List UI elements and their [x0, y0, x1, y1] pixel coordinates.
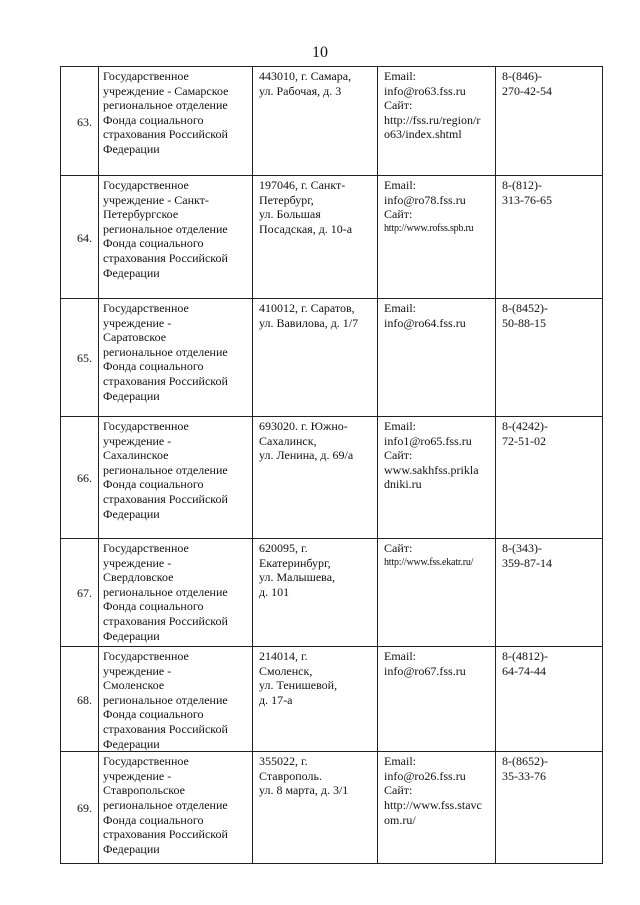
phone-line: 313-76-65 [502, 192, 552, 207]
institution-name [99, 752, 253, 864]
institution-name-line: Фонда социального [103, 812, 204, 827]
institution-name-line: страхования Российской [103, 491, 228, 506]
contact-line: Email: [384, 754, 416, 769]
table-row [61, 176, 603, 299]
phone-number [496, 647, 603, 752]
contact-info [378, 539, 496, 647]
phone-line: 270-42-54 [502, 83, 552, 98]
institution-name-line: страхования Российской [103, 127, 228, 142]
address-line: 620095, г. [259, 541, 308, 555]
contact-info [378, 752, 496, 864]
institution-name-line: Фонда социального [103, 707, 204, 722]
row-number [61, 417, 99, 539]
contact-line: Email: [384, 69, 416, 83]
contact-line: Email: [384, 649, 416, 663]
institution-name-line: Государственное [103, 649, 189, 663]
contact-info [378, 67, 496, 176]
institution-name-line: учреждение - Самарское [103, 83, 229, 98]
postal-address [253, 176, 378, 299]
address-line: 197046, г. Санкт- [259, 178, 346, 192]
institution-name-line: Ставропольское [103, 783, 185, 798]
table-row [61, 752, 603, 864]
row-number-text: 68. [77, 692, 92, 707]
address-line: ул. Вавилова, д. 1/7 [259, 315, 359, 330]
institution-name-line: Федерации [103, 841, 160, 856]
address-line: ул. Тенишевой, [259, 678, 338, 693]
contact-line: Сайт: [384, 541, 413, 555]
institution-name [99, 67, 253, 176]
contact-line: info@ro64.fss.ru [384, 315, 466, 330]
phone-line: 8-(8652)- [502, 754, 548, 769]
institution-name-line: Фонда социального [103, 477, 204, 492]
row-number [61, 647, 99, 752]
institution-name-line: Фонда социального [103, 599, 204, 614]
contact-line: Email: [384, 301, 416, 315]
contact-info [378, 417, 496, 539]
branch-office-table [60, 66, 603, 864]
contact-line: Email: [384, 178, 416, 192]
phone-line: 8-(343)- [502, 541, 542, 555]
institution-name-line: региональное отделение [103, 692, 228, 707]
contact-line: Сайт: [384, 783, 413, 798]
institution-name-line: Государственное [103, 301, 189, 315]
address-line: Посадская, д. 10-а [259, 221, 353, 236]
postal-address [253, 67, 378, 176]
table-row [61, 539, 603, 647]
address-line: Ставрополь. [259, 768, 322, 783]
contact-line: Сайт: [384, 207, 413, 222]
postal-address [253, 647, 378, 752]
address-line: д. 17-а [259, 692, 293, 707]
address-line: ул. Малышева, [259, 570, 336, 585]
contact-line: Сайт: [384, 98, 413, 113]
contact-line: om.ru/ [384, 812, 416, 827]
row-number-text: 66. [77, 471, 92, 486]
contact-line: dniki.ru [384, 477, 422, 492]
institution-name-line: учреждение - [103, 768, 172, 783]
institution-name-line: страхования Российской [103, 827, 228, 842]
institution-name-line: Смоленское [103, 678, 165, 693]
page-number: 10 [312, 44, 328, 61]
row-number [61, 176, 99, 299]
institution-name-line: Федерации [103, 388, 160, 403]
institution-name-line: Федерации [103, 736, 160, 751]
institution-name-line: страхования Российской [103, 721, 228, 736]
institution-name-line: Федерации [103, 506, 160, 521]
institution-name-line: Государственное [103, 754, 189, 769]
contact-line: o63/index.shtml [384, 127, 462, 142]
institution-name-line: учреждение - [103, 555, 172, 570]
address-line: 443010, г. Самара, [259, 69, 352, 83]
table-row [61, 67, 603, 176]
contact-line: info@ro63.fss.ru [384, 83, 466, 98]
phone-line: 8-(4812)- [502, 649, 548, 663]
contact-info [378, 176, 496, 299]
address-line: ул. 8 марта, д. 3/1 [259, 783, 349, 798]
institution-name-line: Государственное [103, 419, 189, 433]
row-number-text: 63. [77, 114, 92, 129]
institution-name-line: учреждение - [103, 663, 172, 678]
institution-name-line: Федерации [103, 628, 160, 643]
address-line: 693020. г. Южно- [259, 419, 348, 433]
contact-line: Email: [384, 419, 416, 433]
phone-number [496, 752, 603, 864]
institution-name-line: учреждение - [103, 433, 172, 448]
address-line: 214014, г. [259, 649, 308, 663]
contact-line: info1@ro65.fss.ru [384, 433, 472, 448]
institution-name-line: региональное отделение [103, 98, 228, 113]
contact-line: http://www.fss.ekatr.ru/ [384, 556, 474, 568]
postal-address [253, 539, 378, 647]
phone-line: 359-87-14 [502, 555, 552, 570]
contact-line: info@ro78.fss.ru [384, 192, 466, 207]
row-number-text: 65. [77, 351, 92, 366]
contact-line: http://www.fss.stavc [384, 797, 482, 812]
phone-line: 8-(8452)- [502, 301, 548, 315]
address-line: Сахалинск, [259, 433, 317, 448]
institution-name-line: региональное отделение [103, 797, 228, 812]
address-line: ул. Ленина, д. 69/а [259, 448, 354, 463]
institution-name [99, 539, 253, 647]
contact-info [378, 299, 496, 417]
institution-name-line: Государственное [103, 541, 189, 555]
address-line: Смоленск, [259, 663, 313, 678]
row-number [61, 67, 99, 176]
contact-line: www.sakhfss.prikla [384, 462, 479, 477]
postal-address [253, 417, 378, 539]
phone-number [496, 299, 603, 417]
institution-name-line: Фонда социального [103, 359, 204, 374]
institution-name-line: региональное отделение [103, 344, 228, 359]
phone-line: 8-(812)- [502, 178, 542, 192]
institution-name-line: Сахалинское [103, 448, 169, 463]
institution-name-line: Федерации [103, 265, 160, 280]
postal-address [253, 752, 378, 864]
contact-line: info@ro67.fss.ru [384, 663, 466, 678]
row-number [61, 752, 99, 864]
address-line: Екатеринбург, [259, 555, 331, 570]
phone-number [496, 539, 603, 647]
institution-name-line: региональное отделение [103, 462, 228, 477]
contact-line: http://www.rofss.spb.ru [384, 222, 474, 234]
address-line: Петербург, [259, 192, 314, 207]
institution-name-line: Государственное [103, 178, 189, 192]
institution-name-line: Фонда социального [103, 112, 204, 127]
table-row [61, 647, 603, 752]
phone-number [496, 176, 603, 299]
table-row [61, 299, 603, 417]
address-line: ул. Большая [259, 207, 321, 222]
phone-line: 64-74-44 [502, 663, 546, 678]
table-row [61, 417, 603, 539]
institution-name-line: учреждение - Санкт- [103, 192, 209, 207]
phone-line: 35-33-76 [502, 768, 546, 783]
row-number-text: 64. [77, 230, 92, 245]
row-number [61, 539, 99, 647]
phone-number [496, 417, 603, 539]
institution-name-line: Фонда социального [103, 236, 204, 251]
institution-name-line: Саратовское [103, 330, 167, 345]
postal-address [253, 299, 378, 417]
institution-name-line: Свердловское [103, 570, 174, 585]
institution-name [99, 299, 253, 417]
phone-line: 8-(846)- [502, 69, 542, 83]
institution-name [99, 176, 253, 299]
row-number [61, 299, 99, 417]
institution-name [99, 417, 253, 539]
contact-line: http://fss.ru/region/r [384, 112, 481, 127]
phone-line: 72-51-02 [502, 433, 546, 448]
contact-line: info@ro26.fss.ru [384, 768, 466, 783]
row-number-text: 67. [77, 586, 92, 601]
institution-name-line: страхования Российской [103, 373, 228, 388]
row-number-text: 69. [77, 801, 92, 816]
institution-name-line: Государственное [103, 69, 189, 83]
institution-name-line: региональное отделение [103, 584, 228, 599]
phone-line: 50-88-15 [502, 315, 546, 330]
address-line: ул. Рабочая, д. 3 [259, 83, 342, 98]
institution-name-line: страхования Российской [103, 250, 228, 265]
contact-info [378, 647, 496, 752]
institution-name-line: Петербургское [103, 207, 179, 222]
phone-number [496, 67, 603, 176]
address-line: 410012, г. Саратов, [259, 301, 355, 315]
phone-line: 8-(4242)- [502, 419, 548, 433]
contact-line: Сайт: [384, 448, 413, 463]
institution-name-line: страхования Российской [103, 613, 228, 628]
institution-name-line: учреждение - [103, 315, 172, 330]
address-line: 355022, г. [259, 754, 308, 769]
institution-name-line: региональное отделение [103, 221, 228, 236]
address-line: д. 101 [259, 584, 290, 599]
institution-name-line: Федерации [103, 141, 160, 156]
institution-name [99, 647, 253, 752]
